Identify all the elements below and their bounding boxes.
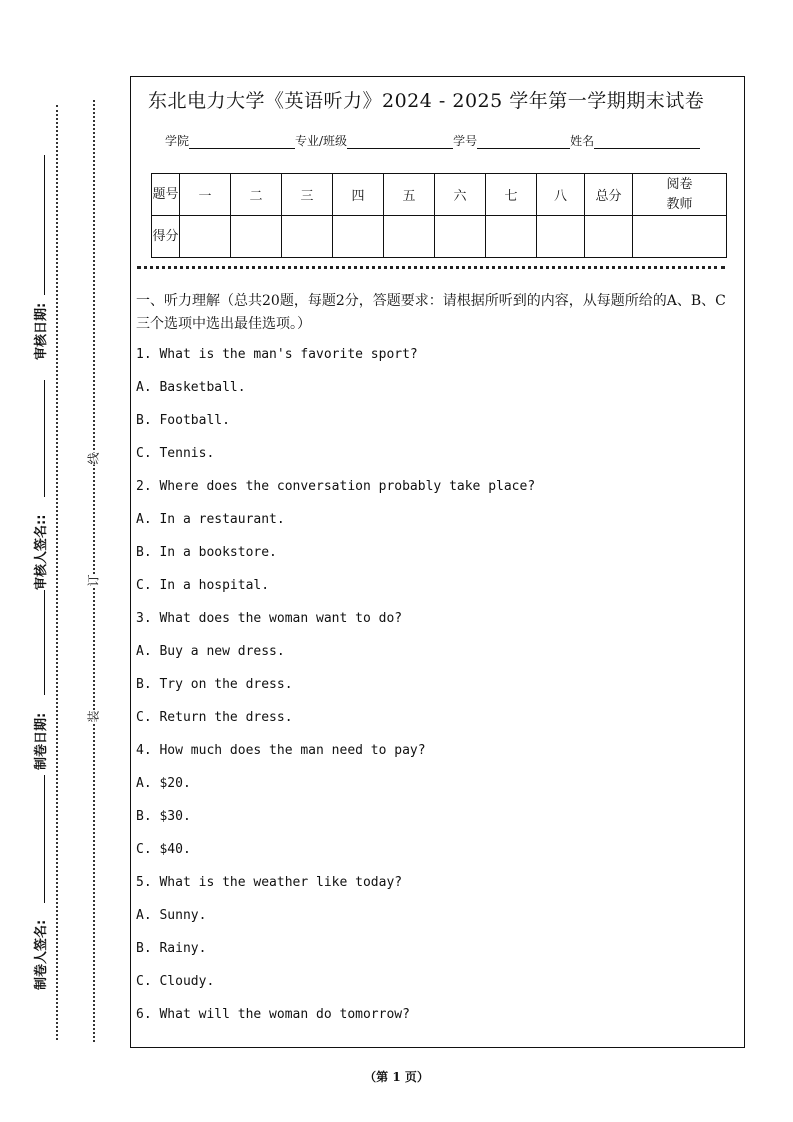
grader-header: 阅卷教师	[633, 174, 727, 216]
answer-option: C. Cloudy.	[136, 974, 215, 989]
answer-option: B. Rainy.	[136, 941, 207, 956]
listening-section	[136, 290, 736, 1038]
answer-option: A. Buy a new dress.	[136, 644, 285, 659]
score-cell[interactable]	[486, 216, 537, 258]
exam-title: 东北电力大学《英语听力》2024 - 2025 学年第一学期期末试卷	[148, 90, 705, 112]
paper-maker-sign-label: 制卷人签名:	[34, 919, 49, 990]
binding-char-ding: 订	[86, 574, 101, 587]
question-text: 4. How much does the man need to pay?	[136, 743, 426, 758]
answer-option: A. In a restaurant.	[136, 512, 285, 527]
score-cell[interactable]	[231, 216, 282, 258]
col-header: 五	[384, 174, 435, 216]
answer-option: C. Return the dress.	[136, 710, 293, 725]
col-header: 一	[180, 174, 231, 216]
answer-option: C. In a hospital.	[136, 578, 270, 593]
answer-option: A. Sunny.	[136, 908, 207, 923]
major-class-field[interactable]	[347, 134, 453, 149]
margin-line	[44, 380, 45, 497]
total-score-cell[interactable]	[585, 216, 633, 258]
grader-cell[interactable]	[633, 216, 727, 258]
score-table-header-row	[152, 174, 727, 216]
score-header: 得分	[152, 216, 180, 258]
margin-line	[44, 590, 45, 695]
score-cell[interactable]	[537, 216, 585, 258]
col-header: 二	[231, 174, 282, 216]
col-header: 六	[435, 174, 486, 216]
col-header: 四	[333, 174, 384, 216]
binding-char-xian: 线	[86, 452, 101, 465]
binding-char-zhuang: 装	[86, 710, 101, 723]
margin-line	[44, 775, 45, 903]
paper-date-label: 制卷日期:	[34, 712, 49, 770]
col-header: 七	[486, 174, 537, 216]
question-text: 3. What does the woman want to do?	[136, 611, 403, 626]
answer-option: C. $40.	[136, 842, 191, 857]
answer-option: B. Football.	[136, 413, 230, 428]
score-table-score-row	[152, 216, 727, 258]
question-text: 6. What will the woman do tomorrow?	[136, 1007, 410, 1022]
total-header: 总分	[585, 174, 633, 216]
binding-dotted-line	[56, 105, 58, 1040]
answer-option: B. Try on the dress.	[136, 677, 293, 692]
score-cell[interactable]	[435, 216, 486, 258]
question-list	[136, 345, 736, 1038]
answer-option: B. $30.	[136, 809, 191, 824]
page-footer: （第 1 页）	[364, 1070, 429, 1084]
student-id-label: 学号	[453, 134, 478, 148]
question-text: 2. Where does the conversation probably take place?	[136, 479, 536, 494]
section-instructions: 一、听力理解（总共20题，每题2分，答题要求：请根据所听到的内容，从每题所给的A、B、C三个选项中选出最佳选项。）	[136, 293, 726, 332]
binding-dotted-line	[93, 100, 95, 1042]
answer-option: A. $20.	[136, 776, 191, 791]
answer-option: A. Basketball.	[136, 380, 246, 395]
margin-line	[44, 155, 45, 295]
college-label: 学院	[165, 134, 190, 148]
major-class-label: 专业/班级	[295, 134, 348, 148]
col-header: 八	[537, 174, 585, 216]
name-label: 姓名	[570, 134, 595, 148]
dotted-separator	[137, 266, 725, 269]
college-field[interactable]	[189, 134, 295, 149]
student-id-field[interactable]	[477, 134, 570, 149]
score-cell[interactable]	[384, 216, 435, 258]
student-info-row	[165, 132, 700, 149]
answer-option: C. Tennis.	[136, 446, 215, 461]
question-number-header: 题号	[152, 174, 180, 216]
score-table	[151, 173, 727, 258]
col-header: 三	[282, 174, 333, 216]
name-field[interactable]	[594, 134, 700, 149]
question-text: 5. What is the weather like today?	[136, 875, 403, 890]
question-text: 1. What is the man's favorite sport?	[136, 347, 418, 362]
review-date-label: 审核日期:	[34, 302, 49, 360]
score-cell[interactable]	[282, 216, 333, 258]
reviewer-sign-label: 审核人签名::	[34, 514, 49, 590]
score-cell[interactable]	[180, 216, 231, 258]
answer-option: B. In a bookstore.	[136, 545, 277, 560]
score-cell[interactable]	[333, 216, 384, 258]
